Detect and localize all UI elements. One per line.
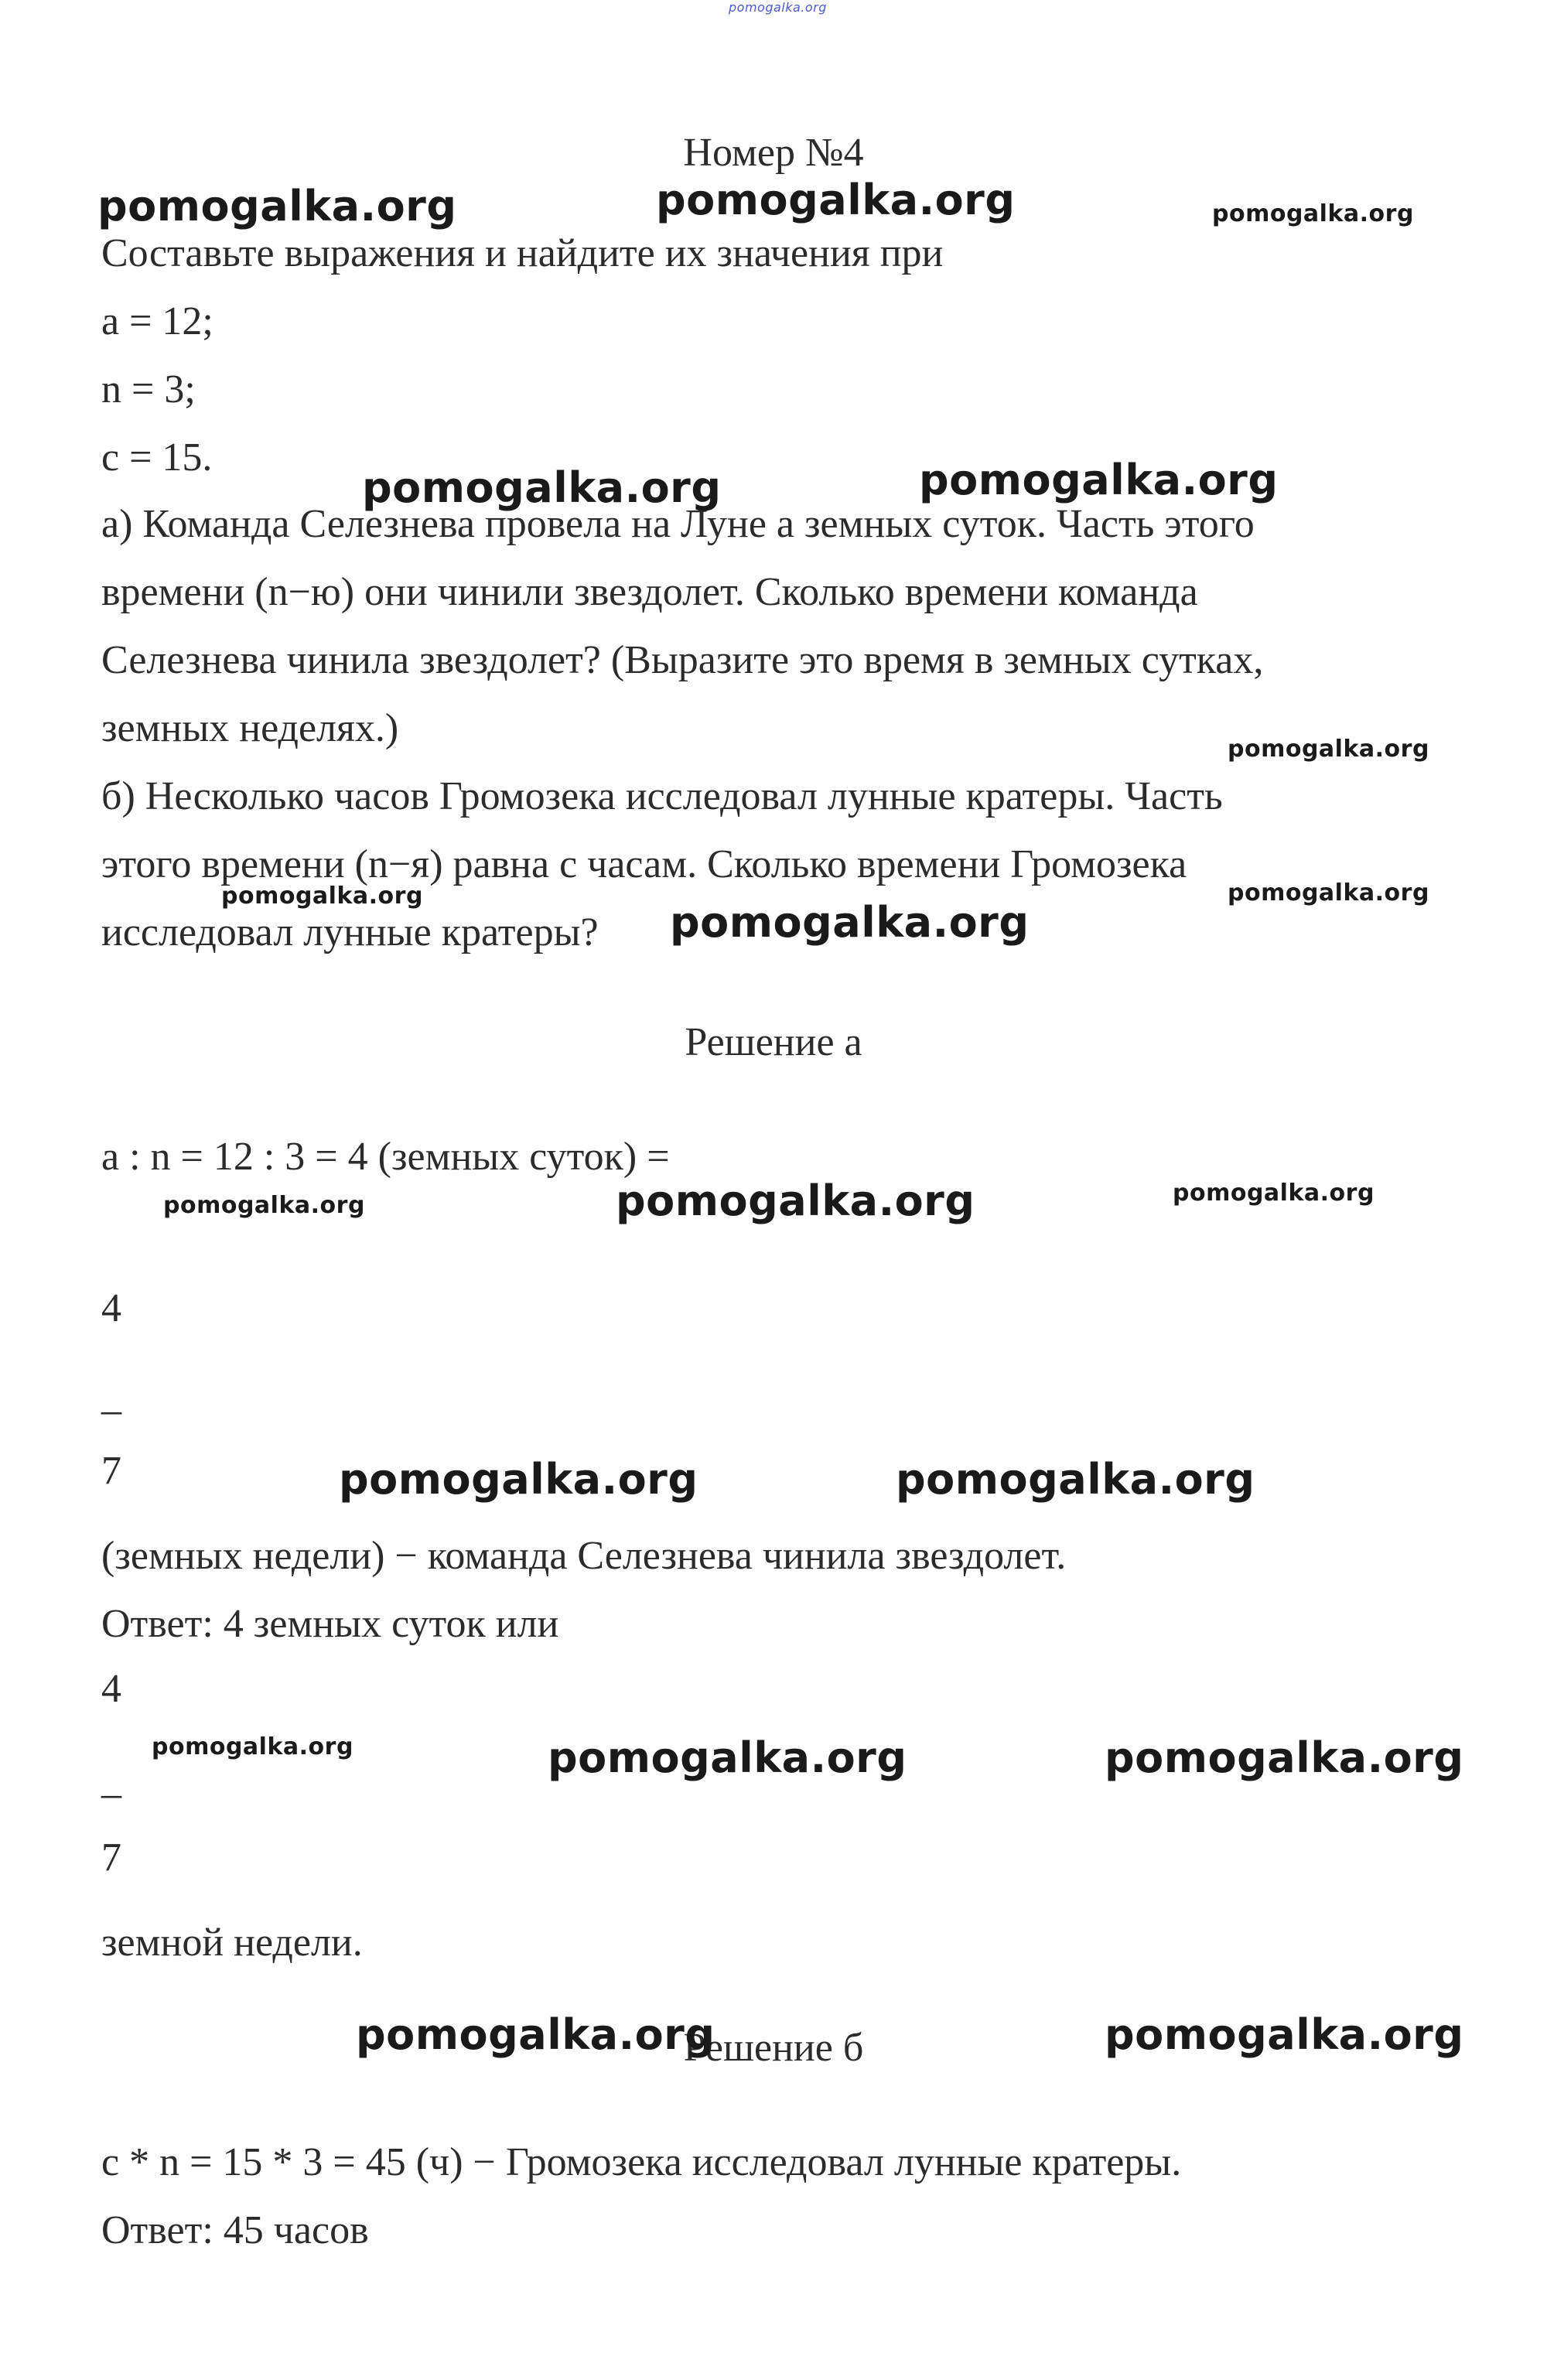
part-a-line: Селезнева чинила звездолет? (Выразите это время в земных сутках,	[101, 638, 1264, 682]
watermark: pomogalka.org	[1105, 1733, 1464, 1782]
solution-a-answer: Ответ: 4 земных суток или	[101, 1602, 559, 1646]
solution-a-heading: Решение а	[685, 1020, 862, 1064]
watermark: pomogalka.org	[548, 1733, 907, 1782]
watermark: pomogalka.org	[919, 456, 1279, 504]
part-b-line: этого времени (n−я) равна с часам. Сколько времени Громозека	[101, 842, 1187, 886]
top-watermark-link[interactable]: pomogalka.org	[729, 0, 827, 15]
value-n: n = 3;	[101, 367, 196, 411]
solution-a-line1: a : n = 12 : 3 = 4 (земных суток) =	[101, 1135, 670, 1179]
solution-b-answer: Ответ: 45 часов	[101, 2208, 369, 2252]
fraction-bar: _	[101, 1758, 121, 1802]
part-b-line: исследовал лунные кратеры?	[101, 910, 599, 954]
part-b-line: б) Несколько часов Громозека исследовал лунные кратеры. Часть	[101, 774, 1223, 818]
task-intro: Составьте выражения и найдите их значения при	[101, 231, 944, 275]
watermark: pomogalka.org	[97, 182, 457, 230]
part-a-line: времени (n−ю) они чинили звездолет. Сколько времени команда	[101, 570, 1198, 614]
fraction-numerator: 4	[101, 1667, 121, 1711]
watermark: pomogalka.org	[1105, 2010, 1464, 2059]
value-a: a = 12;	[101, 299, 213, 343]
watermark: pomogalka.org	[163, 1192, 365, 1219]
value-c: c = 15.	[101, 435, 213, 480]
watermark: pomogalka.org	[362, 463, 722, 512]
watermark: pomogalka.org	[656, 176, 1016, 224]
solution-a-answer-tail: земной недели.	[101, 1921, 363, 1965]
part-a-line: земных неделях.)	[101, 706, 399, 750]
watermark: pomogalka.org	[670, 898, 1030, 947]
fraction-numerator: 4	[101, 1286, 121, 1330]
watermark: pomogalka.org	[339, 1455, 698, 1504]
part-a-line: а) Команда Селезнева провела на Луне a земных суток. Часть этого	[101, 502, 1255, 546]
page-title: Номер №4	[683, 131, 864, 175]
watermark: pomogalka.org	[152, 1733, 353, 1760]
watermark: pomogalka.org	[1228, 736, 1429, 763]
watermark: pomogalka.org	[1212, 200, 1414, 227]
watermark: pomogalka.org	[896, 1455, 1255, 1504]
watermark: pomogalka.org	[1228, 879, 1429, 907]
fraction-denominator: 7	[101, 1449, 121, 1493]
solution-b-line1: c * n = 15 * 3 = 45 (ч) − Громозека исследовал лунные кратеры.	[101, 2140, 1182, 2184]
watermark: pomogalka.org	[616, 1176, 975, 1225]
watermark: pomogalka.org	[221, 883, 423, 910]
watermark: pomogalka.org	[356, 2010, 715, 2059]
solution-a-line2: (земных недели) − команда Селезнева чинила звездолет.	[101, 1534, 1067, 1578]
fraction-bar: _	[101, 1374, 121, 1419]
watermark: pomogalka.org	[1173, 1180, 1375, 1207]
solution-b-heading: Решение б	[683, 2026, 864, 2070]
fraction-denominator: 7	[101, 1835, 121, 1880]
